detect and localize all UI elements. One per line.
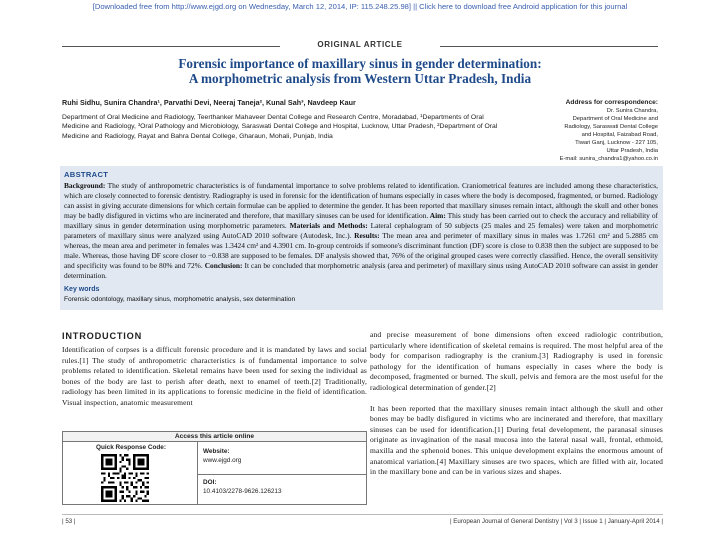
aim-text: This study has been carried out to check the accuracy and reliability of maxillary sinus in gender determination using morphometric parameters. [64, 211, 658, 230]
divider [197, 474, 367, 475]
title-line-1: Forensic importance of maxillary sinus in gender determination: [178, 56, 542, 71]
correspondence-line: Department of Oral Medicine and [572, 116, 658, 122]
correspondence-line: Radiology, Saraswati Dental College [564, 124, 658, 130]
intro-right-paragraph-2: It has been reported that the maxillary sinuses remain intact although the skull and other bones may be badly disfigured in victims who are incinerated and therefore, that maxillary sinuses can be used for identification.[1] During fetal development, the paranasal sinuses originate as invagination of the nasal mucosa into the lateral nasal wall, frontal, ethmoid, maxilla and the sphenoid bones. This unique development explains the enormous amount of anatomical variation.[4] Maxillary sinuses are two spaces, which are filled with air, located in the maxillary bone and can be in various sizes and shapes. [370, 403, 663, 477]
download-banner-link[interactable]: [Downloaded free from http://www.ejgd.org on Wednesday, March 12, 2014, IP: 115.248.25.98] || Click here to download free Android application for this journal [92, 2, 628, 11]
aim-label: Aim: [428, 211, 446, 220]
correspondence-block [530, 99, 658, 163]
results-label: Results: [351, 231, 380, 240]
introduction-heading: INTRODUCTION [62, 331, 143, 341]
doi-label: DOI: [203, 479, 217, 486]
abstract-section [60, 166, 663, 310]
author-list: Ruhi Sidhu, Sunira Chandra¹, Parvathi Devi, Neeraj Taneja², Kunal Sah³, Navdeep Kaur [62, 98, 356, 107]
background-text: The study of anthropometric characteristics is of fundamental importance to solve problems related to identification. Craniometrical features are included among these characteristics, which are closely connected to forensic dentistry. Radiography is used in forensic for the identification of humans especially in cases where the body is decomposed, fragmented, or burned. Radiology can assist in giving accurate dimensions for which certain formulae can be applied to determine the gender. It has been reported that maxillary sinuses remain intact, although the skull and other bones may be badly disfigured in victims who are incinerated and therefore, that maxillary sinuses can be used for identification. [64, 181, 658, 220]
correspondence-email[interactable]: E-mail: sunira_chandra1@yahoo.co.in [559, 156, 658, 162]
doi-link[interactable]: 10.4103/2278-9626.126213 [203, 488, 282, 495]
article-type-banner [62, 40, 658, 52]
divider [62, 514, 663, 515]
methods-label: Materials and Methods: [286, 221, 368, 230]
correspondence-line: Tiwari Ganj, Lucknow - 227 105, [575, 140, 658, 146]
affiliations: Department of Oral Medicine and Radiology, Teerthanker Mahaveer Dental College and Research Centre, Moradabad, ¹Departments of Oral Medicine and Radiology, ³Oral Pathology and Microbiology, Saraswati Dental College and Hospital, Lucknow, Uttar Pradesh, ²Department of Oral Medicine and Radiology, Rayat and Bahra Dental College, Gharaun, Mohali, Punjab, India [62, 114, 498, 140]
page-number: | 53 | [62, 518, 76, 525]
correspondence-line: and Hospital, Faizabad Road, [581, 132, 658, 138]
results-text: The mean area and perimeter of maxillary sinus in males was 1.7261 cm² and 5.2885 cm whereas, the mean area and perimeter in females was 1.3424 cm² and 4.3901 cm. In-group centroids if someone's discriminant function (DF) score is close to 0.838 then the subject are supposed to be male. Whereas, those having DF score closer to −0.838 are supposed to be females. DF analysis showed that, 76% of the original grouped cases were correctly classified. Hence, the overall sensitivity and specificity was found to be 80% and 72%. [64, 231, 659, 270]
correspondence-line: Dr. Sunira Chandra, [606, 108, 658, 114]
website-link[interactable]: www.ejgd.org [203, 457, 242, 464]
conclusion-text: It can be concluded that morphometric analysis (area and perimeter) of maxillary sinus using AutoCAD 2010 software can assist in gender determination. [64, 261, 658, 280]
access-online-box [62, 431, 367, 505]
qr-code-label: Quick Response Code: [96, 444, 166, 451]
paper-title [60, 56, 660, 86]
article-type-label: ORIGINAL ARTICLE [317, 40, 403, 49]
title-line-2: A morphometric analysis from Western Uttar Pradesh, India [188, 71, 532, 86]
conclusion-label: Conclusion: [202, 261, 243, 270]
access-heading: Access this article online [63, 432, 366, 442]
correspondence-line: Uttar Pradesh, India [606, 148, 658, 154]
abstract-heading: ABSTRACT [64, 170, 109, 179]
keywords-text: Forensic odontology, maxillary sinus, morphometric analysis, sex determination [64, 296, 296, 303]
qr-code-icon [101, 454, 149, 502]
background-label: Background: [64, 181, 106, 190]
website-label: Website: [203, 448, 230, 455]
keywords-heading: Key words [64, 286, 100, 293]
methods-text: Lateral cephalogram of 50 subjects (25 males and 25 females) were taken and morphometric parameters of maxillary sinus were analyzed using AutoCAD 2010 software (Autodesk, Inc.). [64, 221, 658, 240]
intro-right-column [370, 330, 663, 478]
journal-footer: | European Journal of General Dentistry | Vol 3 | Issue 1 | January-April 2014 | [449, 518, 663, 525]
correspondence-heading: Address for correspondence: [565, 99, 658, 106]
intro-right-paragraph-1: and precise measurement of bone dimensions often exceed radiologic contribution, particularly where identification of skeletal remains is required. The most helpful area of the body for comparison radiography is the cranium.[3] Radiography is used in forensic pathology for the identification of humans especially in cases where the body is decomposed, fragmented or burned. The skull, pelvis and femora are the most useful for the radiological determination of gender.[2] [370, 330, 663, 392]
abstract-body [64, 181, 658, 281]
intro-left-paragraph: Identification of corpses is a difficult forensic procedure and it is mandated by laws and social rules.[1] The study of anthropometric characteristics is of fundamental importance to solve problems related to identification. Skeletal remains have been used for sexing the individual as bones of the body are last to perish after death, next to enamel of teeth.[2] Traditionally, radiology has been limited in its applications to forensic medicine in the field of identification. Visual inspection, anatomic measurement [62, 345, 367, 407]
